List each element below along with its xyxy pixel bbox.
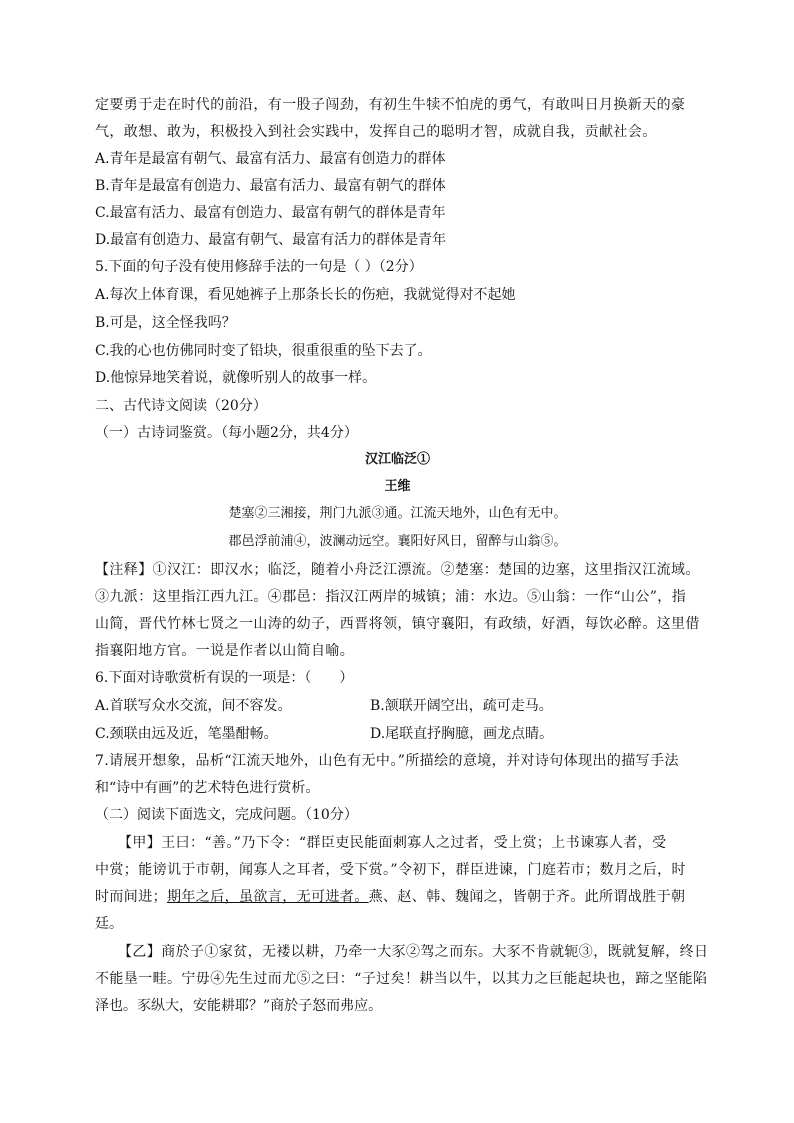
section-2-sub-1: （一）古诗词鉴赏。（每小题2分，共4分） [95,425,358,441]
passage-jia-line-1: 【甲】王曰：“善。”乃下令：“群臣吏民能面刺寡人之过者，受上赏；上书谏寡人者，受 [118,835,667,851]
q4-option-b: B.青年是最富有创造力、最富有活力、最富有朝气的群体 [95,178,446,194]
poem-title: 汉江临泛① [364,452,430,467]
poem-line-2: 郡邑浮前浦④，波澜动远空。襄阳好风日，留醉与山翁⑤。 [228,534,567,549]
passage-jia-line-3 [95,887,685,907]
notes-line-3: 山简，晋代竹林七贤之一山涛的幼子，西晋将领，镇守襄阳，有政绩，好酒，每饮必醉。这里借 [95,616,700,632]
q6-option-d: D.尾联直抒胸臆，画龙点睛。 [370,726,554,742]
passage-jia-text-b: 燕、赵、韩、魏闻之，皆朝于齐。此所谓战胜于朝 [368,889,686,905]
q6-option-b: B.颔联开阔空出，疏可走马。 [370,698,553,714]
passage-jia-underlined: 期年之后，虽欲言，无可进者。 [167,889,369,905]
q6-option-a: A.首联写众水交流，间不容发。 [95,698,292,714]
passage-jia-line-2: 中赏；能谤讥于市朝，闻寡人之耳者，受下赏。”令初下，群臣进谏，门庭若市；数月之后，时 [95,862,686,878]
notes-line-4: 指襄阳地方官。一说是作者以山简自喻。 [95,643,355,659]
q5-option-c: C.我的心也仿佛同时变了铅块，很重很重的坠下去了。 [95,343,432,359]
q6-stem: 6.下面对诗歌赏析有误的一项是：（ ） [95,670,354,686]
section-2-sub-2: （二）阅读下面选文，完成问题。（10分） [95,807,358,823]
notes-line-1: 【注释】①汉江：即汉水；临泛，随着小舟泛江漂流。②楚塞：楚国的边塞，这里指汉江流域。 [95,562,700,578]
passage-yi-line-2: 不能垦一畦。宁毋④先生过而尤⑤之曰：“子过矣！耕当以牛，以其力之巨能起块也，蹄之坚能陷 [95,971,708,987]
q5-option-d: D.他惊异地笑着说，就像听别人的故事一样。 [95,370,377,386]
intro-line-2: 气，敢想、敢为，积极投入到社会实践中，发挥自己的聪明才智，成就自我，贡献社会。 [95,124,657,140]
poem-author: 王维 [384,479,411,494]
passage-yi-line-3: 泽也。豕纵大，安能耕耶？”商於子怒而弗应。 [95,998,383,1014]
q6-option-c: C.颈联由远及近，笔墨酣畅。 [95,726,278,742]
passage-yi-line-1: 【乙】商於子①家贫，无褛以耕，乃牵一大豕②驾之而东。大豕不肯就轭③，既就复解，终日 [118,944,709,960]
notes-line-2: ③九派：这里指江西九江。④郡邑：指汉江两岸的城镇；浦：水边。⑤山翁：一作“山公”，指 [95,589,687,605]
q7-line-1: 7.请展开想象，品析“江流天地外，山色有无中。”所描绘的意境，并对诗句体现出的描写手法 [95,753,679,769]
passage-jia-line-4: 廷。 [95,916,123,932]
intro-line-1: 定要勇于走在时代的前沿，有一股子闯劲，有初生牛犊不怕虎的勇气，有敢叫日月换新天的豪 [95,97,686,113]
q5-option-b: B.可是，这全怪我吗？ [95,315,236,331]
q7-line-2: 和“诗中有画”的艺术特色进行赏析。 [95,780,320,796]
q4-option-d: D.最富有创造力、最富有朝气、最富有活力的群体是青年 [95,232,447,248]
q4-option-c: C.最富有活力、最富有创造力、最富有朝气的群体是青年 [95,205,446,221]
passage-jia-text-a: 时而间进； [95,889,167,905]
q4-option-a: A.青年是最富有朝气、最富有活力、最富有创造力的群体 [95,151,446,167]
section-2-heading: 二、古代诗文阅读（20分） [95,398,267,414]
q6-row-2 [95,724,554,744]
q5-stem: 5.下面的句子没有使用修辞手法的一句是（ ）（2分） [95,259,423,275]
q5-option-a: A.每次上体育课，看见她裤子上那条长长的伤疤，我就觉得对不起她 [95,287,516,303]
q6-row-1 [95,696,553,716]
poem-line-1: 楚塞②三湘接，荆门九派③通。江流天地外，山色有无中。 [228,506,567,521]
